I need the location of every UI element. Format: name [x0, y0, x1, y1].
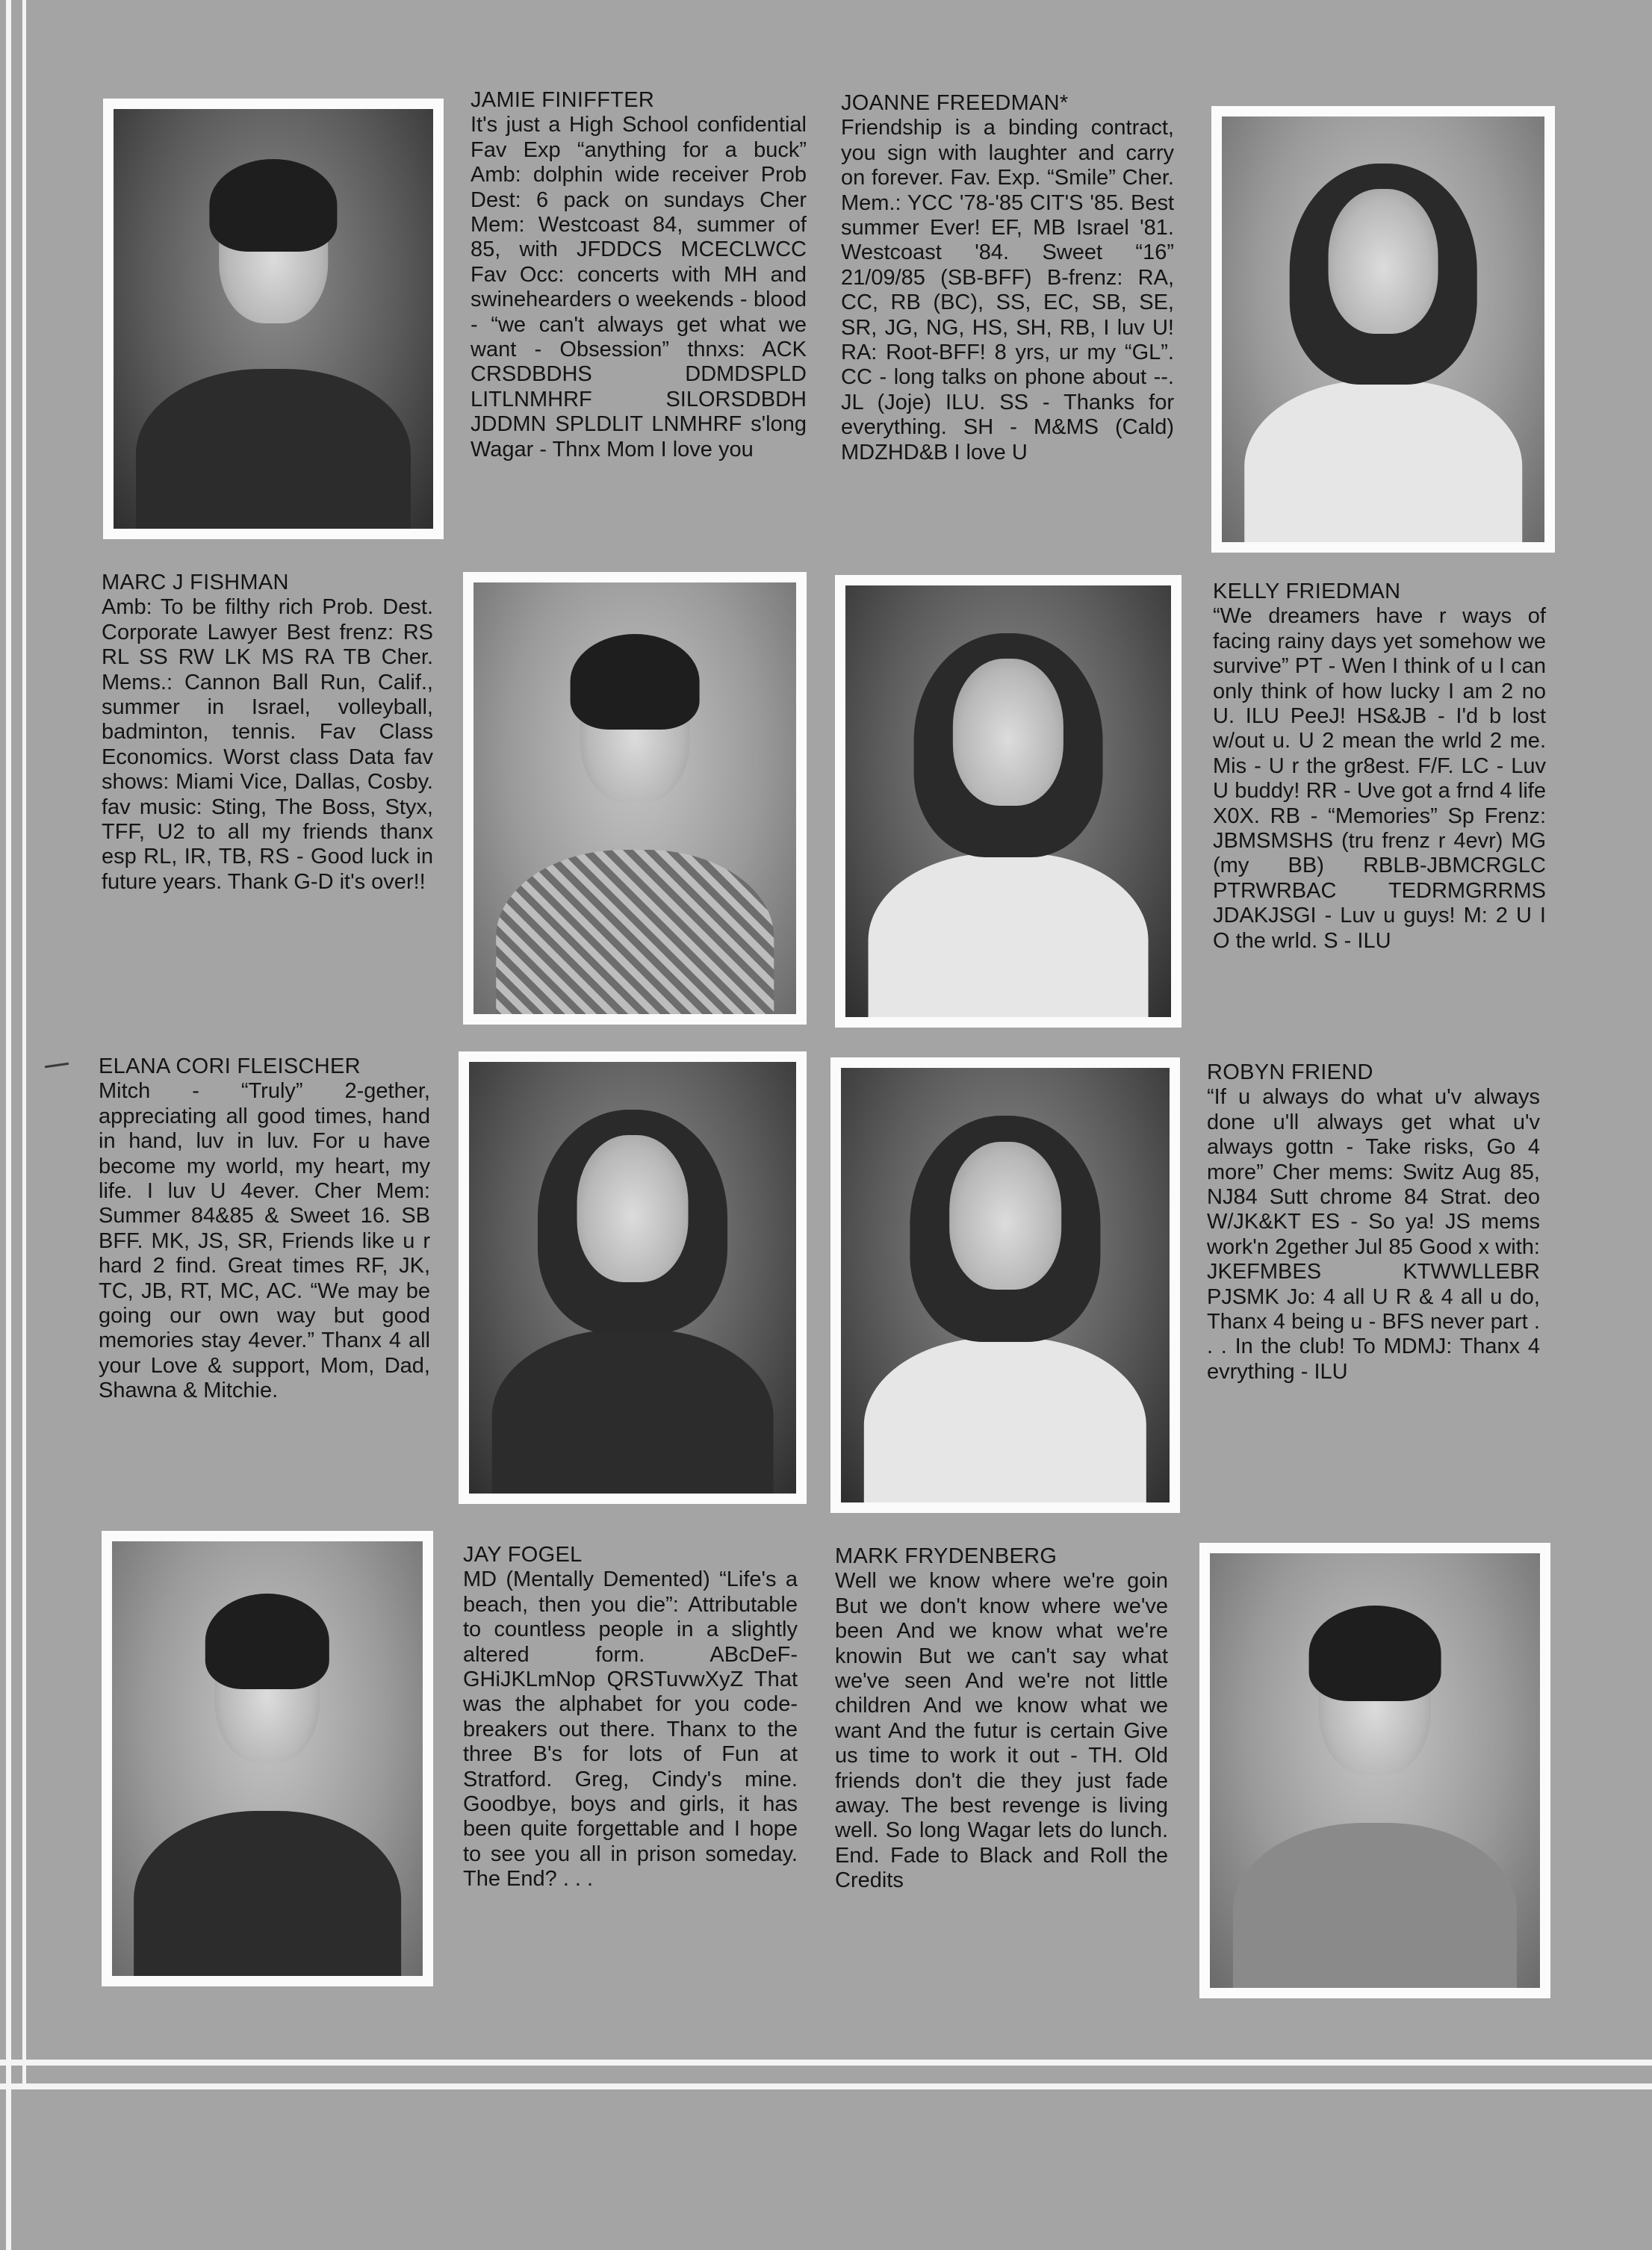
entry-joanne-freedman: [841, 91, 1174, 465]
student-bio: Amb: To be filthy rich Prob. Dest. Corporate Lawyer Best frenz: RS RL SS RW LK MS RA TB Cher. Mems.: Cannon Ball Run, Calif., summer in Israel, volleyball, badminton, tennis. Fav Class Economics. Worst class Data fav shows: Miami Vice, Dallas, Cosby. fav music: Sting, The Boss, Styx, TFF, U2 to all my friends thanx esp RL, IR, TB, RS - Good luck in future years. Thank G-D it's over!!: [102, 595, 433, 894]
photo-joanne-freedman: [1211, 106, 1555, 553]
entry-marc-j-fishman: [102, 571, 433, 895]
entry-elana-cori-fleischer: [99, 1054, 430, 1404]
entry-jamie-finiffter: [471, 88, 807, 462]
student-bio: “If u always do what u'v always done u'll always get what u'v always gottn - Take risks, Go 4 more” Cher mems: Switz Aug 85, NJ84 Sutt chrome 84 Strat. deo W/JK&KT ES - So ya! JS mems work'n 2gether Jul 85 Good x with: JKEFMBES KTWWLLEBR PJSMK Jo: 4 all U R & 4 all u do, Thanx 4 being u - BFS never part . . . In the club! To MDMJ: Thanx 4 evrything - ILU: [1207, 1085, 1540, 1384]
student-bio: MD (Mentally Demented) “Life's a beach, then you die”: Attributable to countless people in a slightly altered form. ABcDeF-GHiJKLmNop QRSTuvwXyZ That was the alphabet for you code-breakers out there. Thanx to the three B's for lots of Fun at Stratford. Greg, Cindy's mine. Goodbye, boys and girls, it has been quite forgettable and I hope to see you all in prison someday. The End? . . .: [463, 1567, 798, 1892]
photo-elana-cori-fleischer: [459, 1051, 807, 1504]
student-bio: Friendship is a binding contract, you sign with laughter and carry on forever. Fav. Exp. “Smile” Cher. Mem.: YCC '78-'85 CIT'S '85. Best summer Ever! EF, MB Israel '81. Westcoast '84. Sweet “16” 21/09/85 (SB-BFF) B-frenz: RA, CC, RB (BC), SS, EC, SB, SE, SR, JG, NG, HS, SH, RB, I luv U! RA: Root-BFF! 8 yrs, ur my “GL”. CC - long talks on phone about --. JL (Joje) ILU. SS - Thanks for everything. SH - M&MS (Cald) MDZHD&B I love U: [841, 116, 1174, 464]
ink-mark: [45, 1063, 69, 1068]
photo-kelly-friedman: [835, 575, 1181, 1028]
photo-marc-j-fishman: [463, 572, 807, 1025]
photo-robyn-friend: [830, 1057, 1180, 1513]
student-name: JAY FOGEL: [463, 1543, 583, 1567]
student-bio: Well we know where we're goin But we don't know where we've been And we know what we're knowin But we can't say what we've seen And we're not little children And we know what we want And the futur is certain Give us time to work it out - TH. Old friends don't die they just fade away. The best revenge is living well. So long Wagar lets do lunch. End. Fade to Black and Roll the Credits: [835, 1569, 1168, 1893]
photo-jay-fogel: [102, 1531, 433, 1986]
bottom-rule: [0, 2060, 1652, 2066]
entry-jay-fogel: [463, 1543, 798, 1892]
student-name: KELLY FRIEDMAN: [1213, 579, 1401, 603]
bottom-rule-2: [0, 2083, 1652, 2089]
student-name: ELANA CORI FLEISCHER: [99, 1054, 361, 1078]
entry-robyn-friend: [1207, 1060, 1540, 1385]
entry-mark-frydenberg: [835, 1544, 1168, 1894]
student-name: MARK FRYDENBERG: [835, 1544, 1058, 1568]
photo-mark-frydenberg: [1199, 1543, 1550, 1998]
student-bio: “We dreamers have r ways of facing rainy days yet somehow we survive” PT - Wen I think of u I can only think of how lucky I am 2 no U. ILU PeeJ! HS&JB - I'd b lost w/out u. U 2 mean the wrld 2 me. Mis - U r the gr8est. F/F. LC - Luv U buddy! RR - Uve got a frnd 4 life X0X. RB - “Memories” Sp Frenz: JBMSMSHS (tru frenz r 4evr) MG (my BB) RBLB-JBMCRGLC PTRWRBAC TEDRMGRRMS JDAKJSGI - Luv u guys! M: 2 U I O the wrld. S - ILU: [1213, 604, 1546, 953]
left-margin-rule: [6, 0, 11, 2250]
student-name: JOANNE FREEDMAN*: [841, 91, 1069, 115]
entry-kelly-friedman: [1213, 579, 1546, 954]
student-bio: It's just a High School confidential Fav Exp “anything for a buck” Amb: dolphin wide receiver Prob Dest: 6 pack on sundays Cher Mem: Westcoast 84, summer of 85, with JFDDCS MCECLWCC Fav Occ: concerts with MH and swinehearders o weekends - blood - “we can't always get what we want - Obsession” thnxs: ACK CRSDBDHS DDMDSPLD LITLNMHRF SILORSDBDH JDDMN SPLDLIT LNMHRF s'long Wagar - Thnx Mom I love you: [471, 113, 807, 462]
student-name: MARC J FISHMAN: [102, 571, 289, 594]
student-name: JAMIE FINIFFTER: [471, 88, 655, 112]
student-bio: Mitch - “Truly” 2-gether, appreciating all good times, hand in hand, luv in luv. For u have become my world, my heart, my life. I luv U 4ever. Cher Mem: Summer 84&85 & Sweet 16. SB BFF. MK, JS, SR, Friends like u r hard 2 find. Great times RF, JK, TC, JB, RT, MC, AC. “We may be going our own way but good memories stay 4ever.” Thanx 4 all your Love & support, Mom, Dad, Shawna & Mitchie.: [99, 1079, 430, 1403]
student-name: ROBYN FRIEND: [1207, 1060, 1373, 1084]
left-margin-rule-inner: [22, 0, 26, 2083]
photo-jamie-finiffter: [103, 99, 444, 539]
